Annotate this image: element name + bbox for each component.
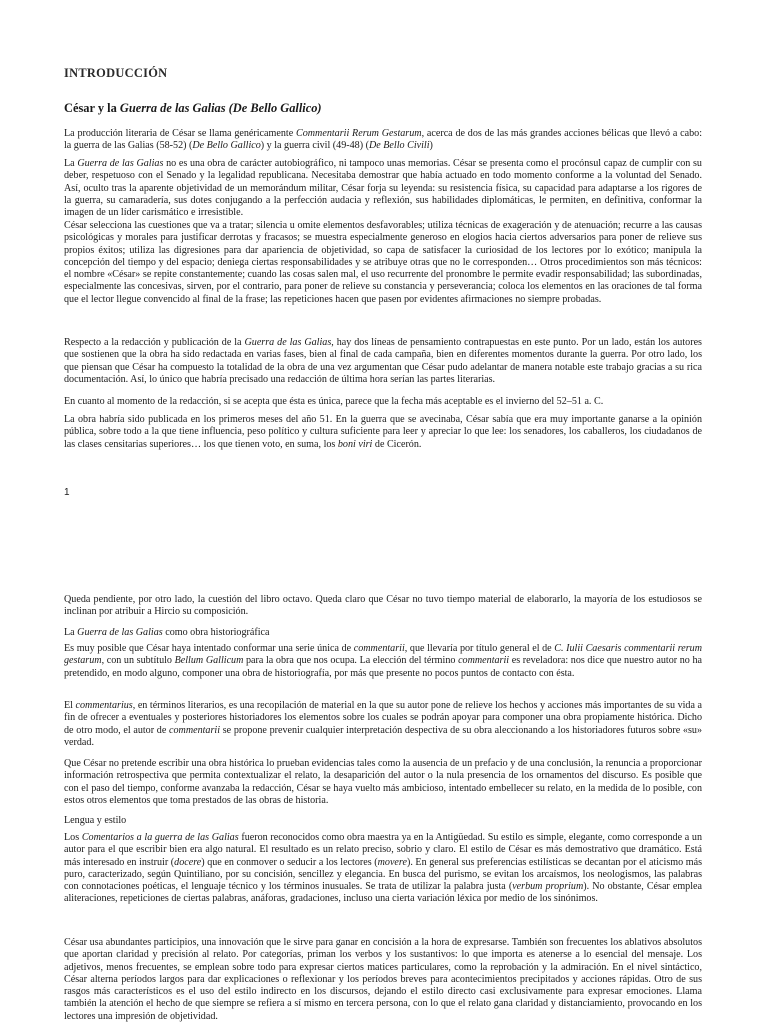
p2-italic-b: Guerra de las Galias [77, 158, 164, 169]
paragraph-date: En cuanto al momento de la redacción, si se acepta que ésta es única, parece que la fecha más aceptable es el invierno del 52–51 a. C. [64, 396, 604, 407]
p11-text-a: Los [64, 832, 82, 843]
p6-italic-b: boni viri [337, 438, 373, 450]
subheading-historiography [64, 627, 270, 639]
paragraph-book-eight: Queda pendiente, por otro lado, la cuestión del libro octavo. Queda claro que César no tuvo tiempo material de elaborarlo, la mayoría de los estudiosos se inclinan por atribuir a Hircio su composición. [64, 594, 702, 618]
sub1-text-c: como obra historiográfica [162, 627, 270, 638]
p9-text-e: se propone prevenir cualquier interpretación despectiva de su obra aleccionando a los historiadores futuros sobre «su» verdad. [64, 724, 702, 748]
p1-text-g: ) [429, 140, 433, 152]
p1-italic-f: De Bello Civili [368, 140, 430, 152]
p11-italic-f: movere [377, 856, 407, 868]
paragraph-redaction [64, 337, 702, 386]
p1-text-e: ) y la guerra civil (49-48) ( [260, 140, 369, 152]
p1-italic-b: Commentarii Rerum Gestarum [295, 128, 422, 139]
p11-text-i: ). No obstante, César emplea aliteraciones, repeticiones de ciertas palabras, anáforas, gradaciones, incluso una cierta variación léxica por medio de los sinónimos. [64, 881, 702, 905]
p8-text-e: , con un subtítulo [101, 655, 175, 667]
section-heading-italic: Guerra de las Galias (De Bello Gallico) [119, 101, 322, 115]
p11-italic-d: docere [174, 856, 202, 868]
p11-text-g: ). En general sus preferencias estilísticas se decantan por el aticismo más puro, caracterizado, según Quintiliano, por su concisión, sencillez y elegancia. En busca del purismo, se evitan los arcaísmos, los neologismos, las palabras con connotaciones poéticas, el lenguaje técnico y los términos inusuales. Se trata de utilizar la palabra justa ( [64, 856, 702, 893]
p8-italic-h: commentarii [458, 655, 510, 667]
paragraph-commentarii-series [64, 643, 702, 680]
p8-text-c: , que llevaría por título general el de [404, 643, 555, 654]
p11-text-e: ) que en conmover o seducir a los lectores ( [201, 856, 378, 868]
section-heading [64, 101, 322, 116]
p11-italic-b: Comentarios a la guerra de las Galias [81, 832, 239, 843]
p1-text-c: , acerca de dos de las más grandes acciones bélicas que llevó a cabo: la guerra de las Galias (58-52) ( [64, 128, 702, 152]
page-number: 1 [64, 487, 70, 498]
introduction-heading: INTRODUCCIÓN [64, 66, 168, 80]
paragraph-participles: César usa abundantes participios, una innovación que le sirve para ganar en concisión a la hora de expresarse. También son frecuentes los ablativos absolutos que aportan claridad y precisión al relato. Por categorías, priman los verbos y los sustantivos: lo que importa es atenerse a lo esencial del mensaje. Los adjetivos, menos frecuentes, se emplean sobre todo para expresar ciertos matices particulares, como la reprobación y la admiración. En el nivel sintáctico, César alterna períodos largos para dar explicaciones o reflexionar y los períodos breves para acontecimientos precipitados y acciones rápidas. Otro de sus rasgos más característicos es el uso del estilo indirecto en los discursos, dejando el estilo directo casi exclusivamente para expresar emociones. Llama también la atención el hecho de que siempre se refiera a sí mismo en tercera persona, con lo que el relato gana claridad y distanciamiento, provocando en los lectores una impresión de objetividad. [64, 937, 702, 1022]
p9-italic-b: commentarius [75, 700, 133, 711]
paragraph-style [64, 832, 702, 906]
p1-italic-d: De Bello Gallico [192, 140, 261, 152]
p4-italic-b: Guerra de las Galias [244, 337, 332, 348]
paragraph-commentarii [64, 128, 702, 153]
section-heading-text: César y la [64, 101, 120, 115]
p8-text-g: para la obra que nos ocupa. La elección del término [243, 655, 459, 667]
sub1-text-a: La [64, 627, 78, 638]
p8-text-i: es reveladora: nos dice que nuestro autor no ha pretendido, en modo alguno, componer una obra de historiografía, por más que presente no pocos puntos de contacto con ésta. [64, 655, 702, 679]
p1-text-a: La producción literaria de César se llama genéricamente [64, 128, 296, 139]
paragraph-commentarius [64, 700, 702, 749]
p2-text-a: La [64, 158, 78, 169]
p6-text-a: La obra habría sido publicada en los primeros meses del año 51. En la guerra que se avecinaba, César sabía que era muy importante ganarse a la opinión pública, sobre todo a la que tiene influencia, peso político y cultura suficiente para leer y apreciar lo que lee: los senadores, los caballeros, los ciudadanos de las clases censitarias superiores… los que tienen voto, en suma, los [64, 414, 702, 450]
p8-italic-d: C. Iulii Caesaris commentarii rerum gestarum [64, 643, 703, 667]
p11-italic-h: verbum proprium [512, 881, 584, 893]
subheading-language-style: Lengua y estilo [64, 815, 127, 826]
p11-text-c: fueron reconocidos como obra maestra ya en la Antigüedad. Su estilo es simple, elegante, como corresponde a un autor para el que escribir bien era algo natural. El resultado es un relato preciso, sobrio y claro. El estilo de César es más demostrativo que dramático. Está más interesado en instruir ( [64, 832, 702, 868]
paragraph-publication [64, 414, 702, 451]
paragraph-techniques: César selecciona las cuestiones que va a tratar; silencia u omite elementos desfavorables; utiliza técnicas de exageración y de atenuación; recurre a las causas psicológicas y morales para justificar derrotas y fracasos; se muestra especialmente generoso en elogios hacia ciertos adversarios para poner de relieve sus propios éxitos; utiliza las digresiones para dar apariencia de objetividad, so capa de satisfacer la curiosidad de los lectores por lo exótico; manipula la concepción del tiempo y del espacio; deniega ciertas responsabilidades y se atribuye otras que no le corresponden… Otros procedimientos son más técnicos: el nombre «César» se repite constantemente; cuando las cosas salen mal, el uso recurrente del pronombre le permite evadir responsabilidad; las subordinadas, especialmente las concesivas, sirven, por el contrario, para poner de relieve su constancia y perseverancia; coloca los elementos en las oraciones de tal forma que el lector llegue convencido al final de la frase; las repeticiones hacen que pasen por evidentes afirmaciones no siempre probadas. [64, 220, 702, 305]
sub1-italic-b: Guerra de las Galias [77, 627, 163, 638]
p8-italic-f: Bellum Gallicum [174, 655, 244, 667]
p4-text-a: Respecto a la redacción y publicación de la [64, 337, 245, 348]
p4-text-c: , hay dos líneas de pensamiento contrapuestas en este punto. Por un lado, están los autores que sostienen que la obra ha sido redactada en varias fases, bien al final de cada campaña, bien en diferentes momentos durante la guerra. Por otro lado, los que piensan que César ha compuesto la totalidad de la obra de una vez argumentan que César pudo adelantar de manera notable este trabajo gracias a su rica documentación. Así, lo único que habría precisado una redacción de última hora serían las partes literarias. [64, 337, 702, 385]
p8-italic-b: commentarii [353, 643, 405, 654]
p2-text-c: no es una obra de carácter autobiográfico, ni tampoco unas memorias. César se presenta como el procónsul capaz de cumplir con su deber, respetuoso con el Senado y la legalidad republicana. Necesitaba demostrar que había actuado en todo momento conforme a la voluntad del Senado. Así, oculto tras la aparente objetividad de un memorándum militar, César forja su leyenda: su resistencia física, su capacidad para adaptarse a los rigores de la guerra, su camaradería, sus dotes conjugando a la perfección audacia y reflexión, sus habilidades diplomáticas, le permiten, en definitiva, conformar la imagen de un líder carismático e irresistible. [64, 158, 702, 219]
paragraph-not-autobiography [64, 158, 702, 219]
p9-italic-d: commentarii [169, 724, 221, 736]
p9-text-c: , en términos literarios, es una recopilación de material en la que su autor pone de relieve los hechos y acciones más importantes de su vida a fin de ofrecer a eventuales y posteriores historiadores los elementos sobre los cuales se podrán apoyar para componer una obra propiamente histórica. Dicho de otro modo, el autor de [64, 700, 702, 736]
p9-text-a: El [64, 700, 76, 711]
p6-text-c: de Cicerón. [372, 438, 422, 450]
paragraph-not-history: Que César no pretende escribir una obra histórica lo prueban evidencias tales como la ausencia de un prefacio y de una conclusión, la renuncia a proporcionar información retrospectiva que permita contextualizar el relato, la desaparición del autor o la nula presencia de los ornamentos del discurso. Es posible que con el paso del tiempo, conforme avanzaba la redacción, César se haya vuelto más ambicioso, intentado embellecer su relato, en la medida de lo posible, con estos otros elementos que toma prestados de las obras de historia. [64, 758, 702, 806]
p8-text-a: Es muy posible que César haya intentado conformar una serie única de [64, 643, 354, 654]
